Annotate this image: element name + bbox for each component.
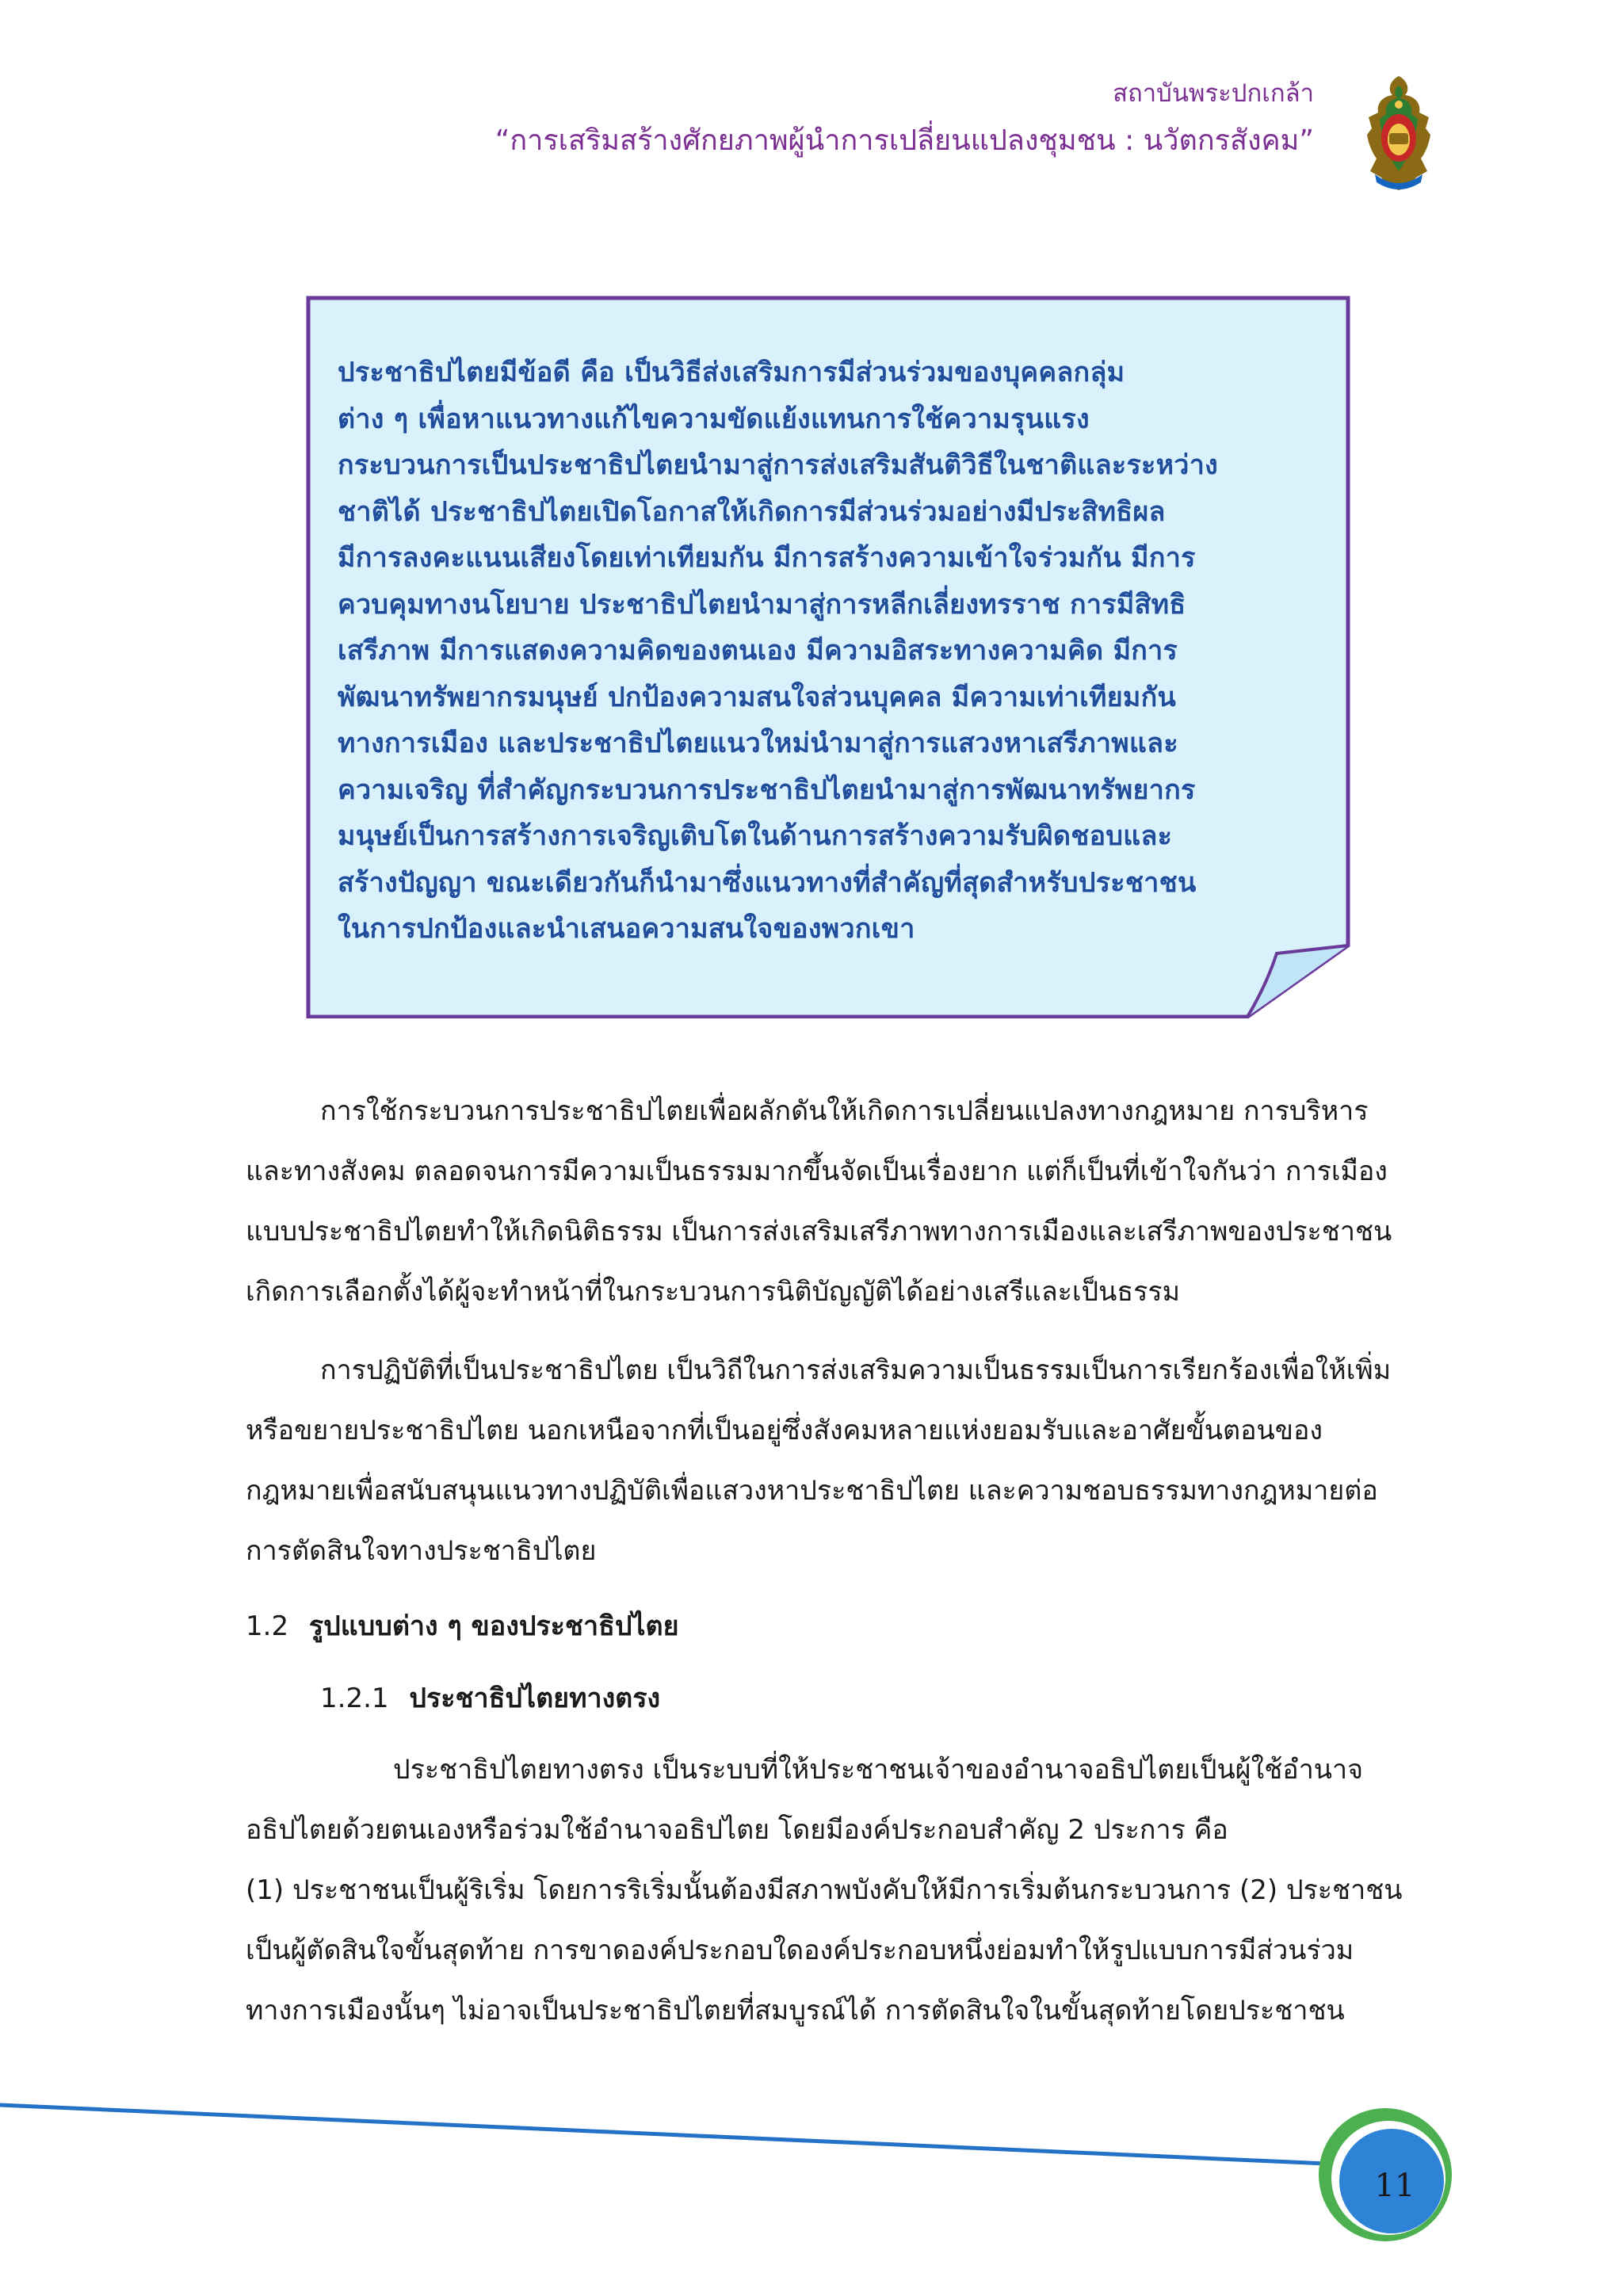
- section-heading: [246, 1604, 679, 1647]
- callout-line: มนุษย์เป็นการสร้างการเจริญเติบโตในด้านการสร้างความรับผิดชอบและ: [338, 820, 1173, 852]
- paragraph-3: [246, 1740, 1430, 2041]
- callout-line: ประชาธิปไตยมีข้อดี คือ เป็นวิธีส่งเสริมการมีส่วนร่วมของบุคคลกลุ่ม: [338, 357, 1125, 388]
- paragraph-line: (1) ประชาชนเป็นผู้ริเริ่ม โดยการริเริ่มนั้นต้องมีสภาพบังคับให้มีการเริ่มต้นกระบวนการ (2) ประชาชน: [246, 1874, 1403, 1906]
- subsection-heading: [320, 1676, 660, 1719]
- paragraph-line: และทางสังคม ตลอดจนการมีความเป็นธรรมมากขึ้นจัดเป็นเรื่องยาก แต่ก็เป็นที่เข้าใจกันว่า การเมือง: [246, 1156, 1388, 1187]
- institution-emblem-icon: [1358, 73, 1440, 192]
- callout-box: [306, 296, 1350, 1018]
- paragraph-line: การใช้กระบวนการประชาธิปไตยเพื่อผลักดันให้เกิดการเปลี่ยนแปลงทางกฎหมาย การบริหาร: [320, 1095, 1369, 1127]
- paragraph-line: ทางการเมืองนั้นๆ ไม่อาจเป็นประชาธิปไตยที่สมบูรณ์ได้ การตัดสินใจในขั้นสุดท้ายโดยประชาชน: [246, 1995, 1345, 2027]
- callout-line: ทางการเมือง และประชาธิปไตยแนวใหม่นำมาสู่การแสวงหาเสรีภาพและ: [338, 728, 1178, 759]
- paragraph-line: เกิดการเลือกตั้งได้ผู้จะทำหน้าที่ในกระบวนการนิติบัญญัติได้อย่างเสรีและเป็นธรรม: [246, 1276, 1181, 1308]
- callout-line: พัฒนาทรัพยากรมนุษย์ ปกป้องความสนใจส่วนบุคคล มีความเท่าเทียมกัน: [338, 681, 1177, 713]
- callout-line: กระบวนการเป็นประชาธิปไตยนำมาสู่การส่งเสริมสันติวิธีในชาติและระหว่าง: [338, 449, 1218, 481]
- paragraph-line: เป็นผู้ตัดสินใจขั้นสุดท้าย การขาดองค์ประกอบใดองค์ประกอบหนึ่งย่อมทำให้รูปแบบการมีส่วนร่วม: [246, 1935, 1354, 1966]
- paragraph-line: หรือขยายประชาธิปไตย นอกเหนือจากที่เป็นอยู่ซึ่งสังคมหลายแห่งยอมรับและอาศัยขั้นตอนของ: [246, 1415, 1323, 1446]
- paragraph-line: อธิปไตยด้วยตนเองหรือร่วมใช้อำนาจอธิปไตย โดยมีองค์ประกอบสำคัญ 2 ประการ คือ: [246, 1814, 1228, 1846]
- callout-line: เสรีภาพ มีการแสดงความคิดของตนเอง มีความอิสระทางความคิด มีการ: [338, 635, 1178, 667]
- paragraph-2: [246, 1340, 1430, 1581]
- callout-line: ในการปกป้องและนำเสนอความสนใจของพวกเขา: [338, 913, 915, 945]
- callout-line: ความเจริญ ที่สำคัญกระบวนการประชาธิปไตยนำมาสู่การพัฒนาทรัพยากร: [338, 774, 1196, 806]
- page-header: [495, 76, 1314, 165]
- subsection-number: 1.2.1: [320, 1683, 389, 1714]
- paragraph-line: ประชาธิปไตยทางตรง เป็นระบบที่ให้ประชาชนเจ้าของอำนาจอธิปไตยเป็นผู้ใช้อำนาจ: [393, 1754, 1364, 1786]
- callout-line: สร้างปัญญา ขณะเดียวกันก็นำมาซึ่งแนวทางที่สำคัญที่สุดสำหรับประชาชน: [338, 866, 1197, 899]
- callout-line: มีการลงคะแนนเสียงโดยเท่าเทียมกัน มีการสร้างความเข้าใจร่วมกัน มีการ: [338, 542, 1196, 574]
- callout-line: ชาติได้ ประชาธิปไตยเปิดโอกาสให้เกิดการมีส่วนร่วมอย่างมีประสิทธิผล: [338, 495, 1166, 528]
- section-title: รูปแบบต่าง ๆ ของประชาธิปไตย: [308, 1610, 679, 1642]
- section-number: 1.2: [246, 1610, 289, 1642]
- paragraph-line: การปฏิบัติที่เป็นประชาธิปไตย เป็นวิถีในการส่งเสริมความเป็นธรรมเป็นการเรียกร้องเพื่อให้เพิ่ม: [320, 1354, 1392, 1386]
- document-subtitle: “การเสริมสร้างศักยภาพผู้นำการเปลี่ยนแปลงชุมชน : นวัตกรสังคม”: [495, 124, 1314, 157]
- subsection-title: ประชาธิปไตยทางตรง: [409, 1683, 661, 1714]
- paragraph-line: แบบประชาธิปไตยทำให้เกิดนิติธรรม เป็นการส่งเสริมเสรีภาพทางการเมืองและเสรีภาพของประชาชน: [246, 1216, 1392, 1247]
- callout-line: ต่าง ๆ เพื่อหาแนวทางแก้ไขความขัดแย้งแทนการใช้ความรุนแรง: [338, 403, 1090, 435]
- callout-text: [338, 350, 1328, 953]
- page-number: 11: [1374, 2168, 1415, 2204]
- paragraph-1: [246, 1081, 1430, 1322]
- institution-name: สถาบันพระปกเกล้า: [1113, 79, 1314, 108]
- paragraph-line: การตัดสินใจทางประชาธิปไตย: [246, 1535, 597, 1567]
- paragraph-line: กฎหมายเพื่อสนับสนุนแนวทางปฏิบัติเพื่อแสวงหาประชาธิปไตย และความชอบธรรมทางกฎหมายต่อ: [246, 1475, 1378, 1507]
- callout-line: ควบคุมทางนโยบาย ประชาธิปไตยนำมาสู่การหลีกเลี่ยงทรราช การมีสิทธิ: [338, 588, 1186, 621]
